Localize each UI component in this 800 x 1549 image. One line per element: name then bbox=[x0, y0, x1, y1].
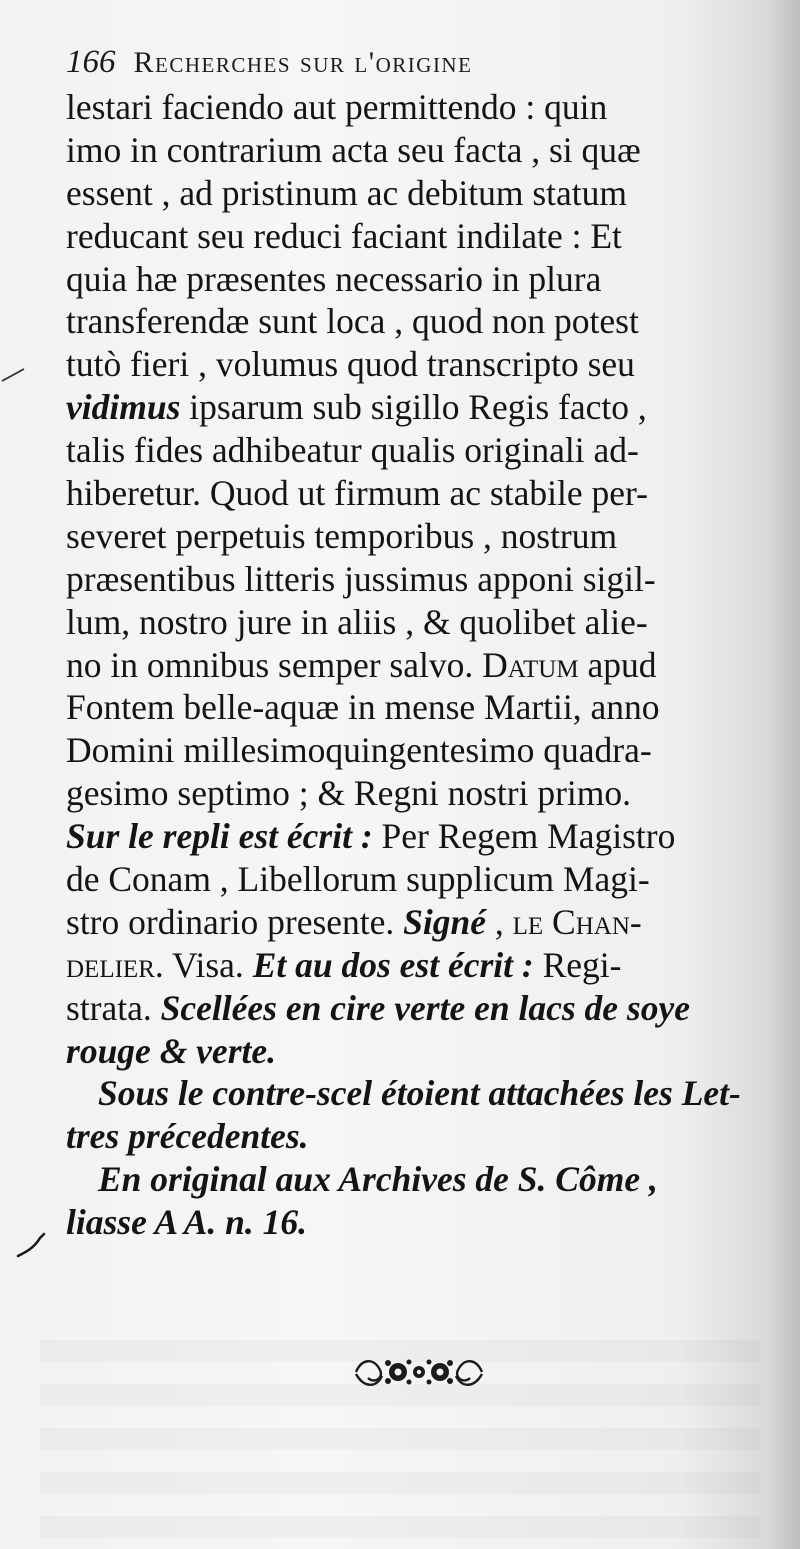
text-run: reducant seu reduci faciant indilate : Et bbox=[66, 215, 622, 256]
italic-text: tres précedentes. bbox=[66, 1116, 309, 1157]
text-run: gesimo septimo ; & Regni nostri primo. bbox=[66, 773, 632, 814]
fleuron-ornament-icon bbox=[352, 1348, 486, 1396]
small-caps-text: Datum bbox=[482, 644, 579, 685]
italic-text: Signé bbox=[403, 901, 487, 942]
margin-tick-mark-icon bbox=[0, 365, 26, 385]
margin-pen-mark-icon bbox=[14, 1230, 50, 1260]
italic-text: En original aux Archives de S. Côme , bbox=[98, 1159, 658, 1200]
text-line bbox=[66, 1115, 766, 1158]
italic-text: Sous le contre-scel étoient attachées les Let- bbox=[98, 1073, 741, 1114]
text-line bbox=[66, 86, 766, 129]
text-run: severet perpetuis temporibus , nostrum bbox=[66, 515, 618, 556]
text-line bbox=[66, 429, 766, 472]
text-line bbox=[66, 300, 766, 343]
text-line bbox=[66, 1158, 766, 1201]
italic-text: rouge & verte. bbox=[66, 1030, 277, 1071]
text-line bbox=[66, 858, 766, 901]
text-run: quia hæ præsentes necessario in plura bbox=[66, 258, 602, 299]
text-run: transferendæ sunt loca , quod non potest bbox=[66, 301, 639, 342]
text-run: præsentibus litteris jussimus apponi sigil- bbox=[66, 558, 656, 599]
text-line bbox=[66, 172, 766, 215]
text-line bbox=[66, 258, 766, 301]
text-line bbox=[66, 343, 766, 386]
text-run: Per Regem Magistro bbox=[372, 816, 676, 857]
text-line bbox=[66, 472, 766, 515]
small-caps-text: le Chan- bbox=[512, 901, 642, 942]
text-run: ipsarum sub sigillo Regis facto , bbox=[180, 387, 647, 428]
text-line bbox=[66, 386, 766, 429]
text-line bbox=[66, 1072, 766, 1115]
text-run: tutò fieri , volumus quod transcripto seu bbox=[66, 344, 635, 385]
running-header bbox=[66, 44, 736, 88]
text-run: talis fides adhibeatur qualis originali ad- bbox=[66, 430, 639, 471]
text-run: no in omnibus semper salvo. bbox=[66, 644, 483, 685]
text-line bbox=[66, 729, 766, 772]
running-title: Recherches sur l'origine bbox=[133, 46, 473, 79]
body-text bbox=[66, 86, 766, 1244]
text-line bbox=[66, 901, 766, 944]
text-run: Domini millesimoquingentesimo quadra- bbox=[66, 730, 652, 771]
text-run: Fontem belle-aquæ in mense Martii, anno bbox=[66, 687, 660, 728]
italic-text: vidimus bbox=[66, 387, 181, 428]
text-run: . Visa. bbox=[154, 944, 253, 985]
small-caps-text: delier bbox=[66, 944, 155, 985]
text-line bbox=[66, 987, 766, 1030]
text-line bbox=[66, 772, 766, 815]
italic-text: Sur le repli est écrit : bbox=[66, 816, 373, 857]
text-line bbox=[66, 686, 766, 729]
text-line bbox=[66, 129, 766, 172]
italic-text: Et au dos est écrit : bbox=[252, 944, 534, 985]
text-run: hiberetur. Quod ut firmum ac stabile per- bbox=[66, 473, 648, 514]
text-run: lum, nostro jure in aliis , & quolibet alie- bbox=[66, 601, 648, 642]
text-line bbox=[66, 644, 766, 687]
text-line bbox=[66, 558, 766, 601]
italic-text: Scellées en cire verte en lacs de soye bbox=[160, 987, 690, 1028]
text-line bbox=[66, 215, 766, 258]
page-number: 166 bbox=[66, 44, 116, 80]
text-run: apud bbox=[578, 644, 657, 685]
text-run: de Conam , Libellorum supplicum Magi- bbox=[66, 859, 650, 900]
text-line bbox=[66, 944, 766, 987]
text-run: stro ordinario presente. bbox=[66, 901, 404, 942]
text-run: lestari faciendo aut permittendo : quin bbox=[66, 87, 608, 127]
text-line bbox=[66, 815, 766, 858]
italic-text: liasse A A. n. 16. bbox=[66, 1202, 307, 1243]
text-run: imo in contrarium acta seu facta , si quæ bbox=[66, 129, 641, 170]
text-line bbox=[66, 1201, 766, 1244]
text-run: , bbox=[486, 901, 513, 942]
text-run: strata. bbox=[66, 987, 161, 1028]
text-run: Regi- bbox=[533, 944, 622, 985]
text-run: essent , ad pristinum ac debitum statum bbox=[66, 172, 627, 213]
text-line bbox=[66, 601, 766, 644]
text-line bbox=[66, 515, 766, 558]
text-line bbox=[66, 1030, 766, 1073]
